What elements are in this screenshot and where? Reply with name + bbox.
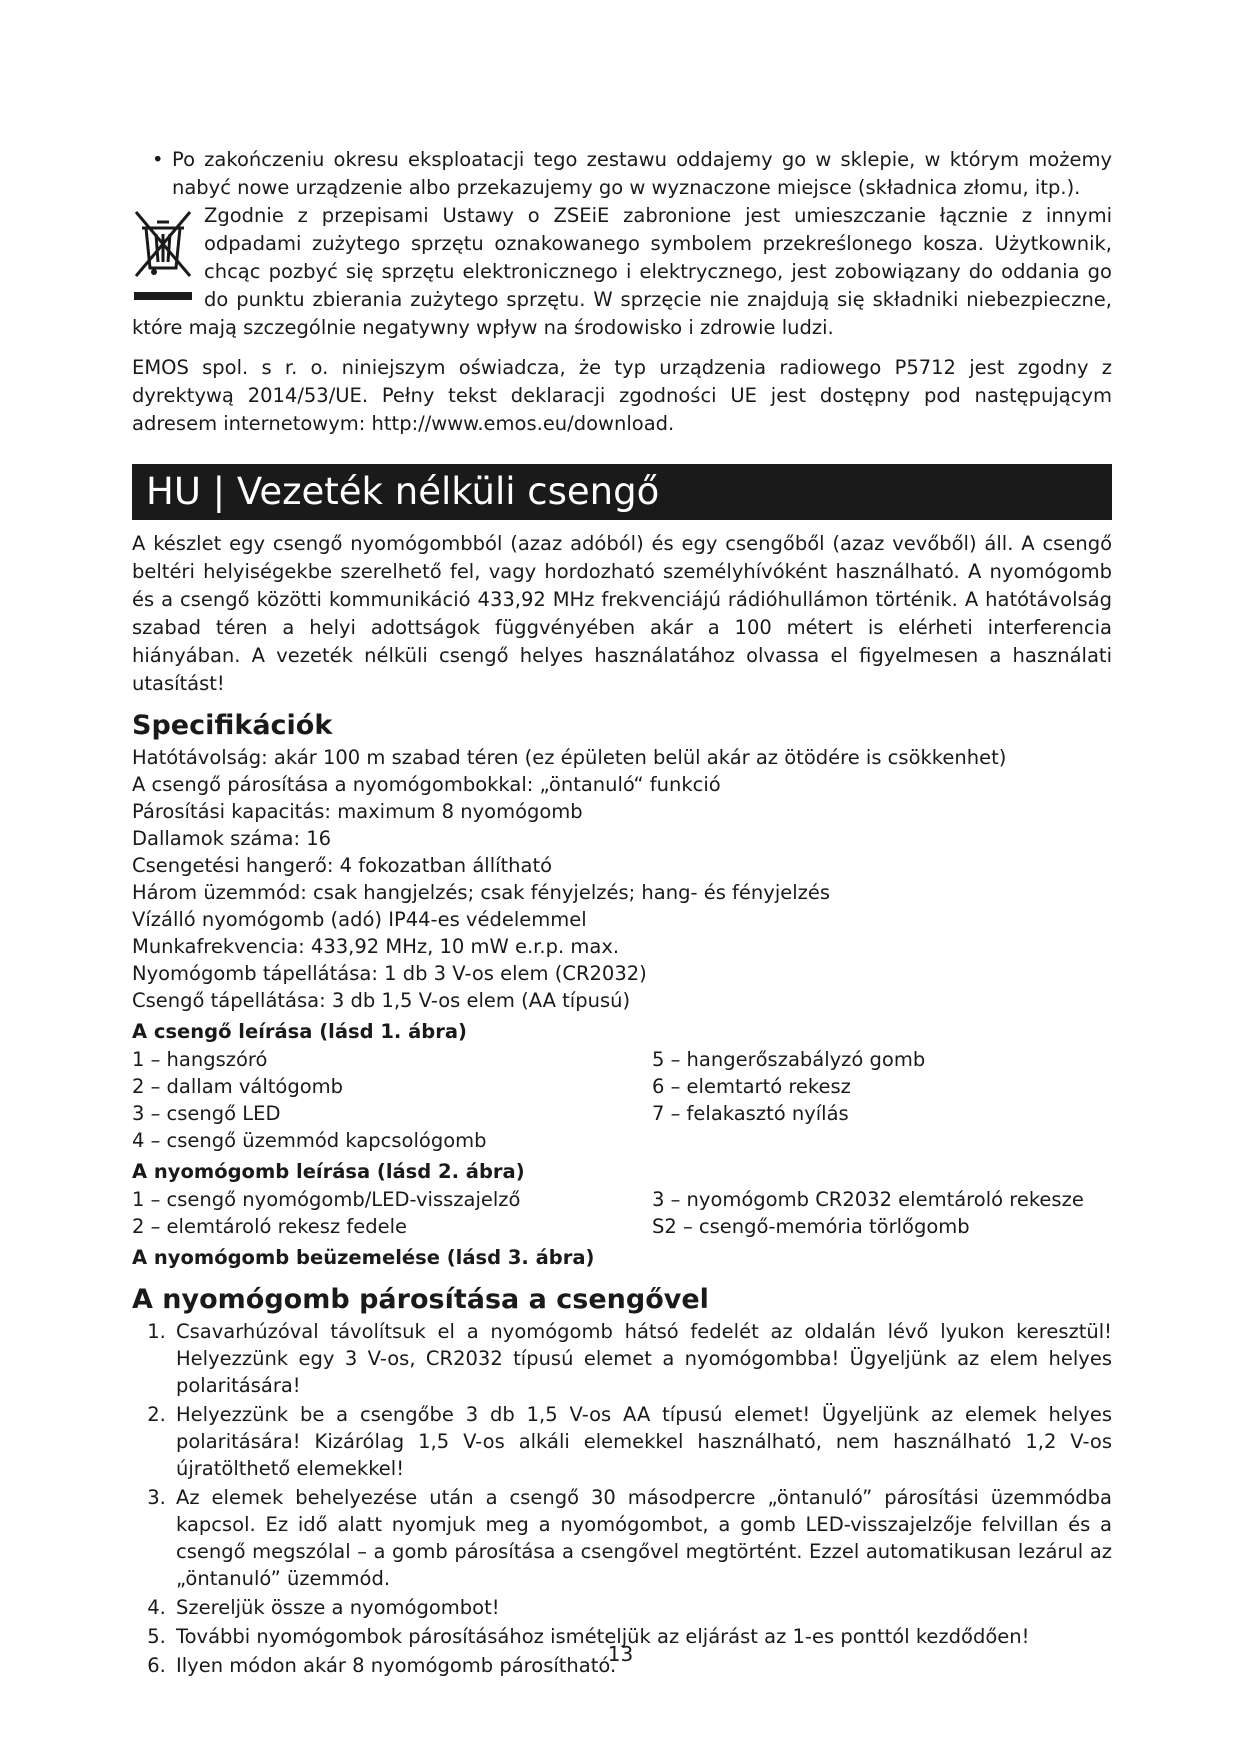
pairing-step: 4. Szereljük össze a nyomógombot! [172,1594,1112,1621]
bell-part: 5 – hangerőszabályzó gomb [652,1048,926,1071]
button-parts-list [132,1186,1112,1240]
pairing-step: 2. Helyezzünk be a csengőbe 3 db 1,5 V-os AA típusú elemet! Ügyeljünk az elemek helyes polaritására! Kizárólag 1,5 V-os alkáli elemekkel használható, nem használható 1,2 V-os újratölthető elemekkel! [172,1401,1112,1482]
disposal-text: Po zakończeniu okresu eksploatacji tego zestawu oddajemy go w sklepie, w którym możemy nabyć nowe urządzenie albo przekazujemy go w wyznaczone miejsce (składnica złomu, itp.). [172,148,1112,199]
disposal-bullet [132,146,1112,202]
pairing-step: 6. Ilyen módon akár 8 nyomógomb párosítható. [172,1652,1112,1679]
spec-item: Csengetési hangerő: 4 fokozatban állítható [132,854,553,877]
page-number: 13 [607,1642,634,1666]
pairing-step: 5. További nyomógombok párosításához ismételjük az eljárást az 1-es ponttól kezdődően! [172,1623,1112,1650]
bell-parts-list [132,1046,1112,1154]
section-title-bar: HU | Vezeték nélküli csengő [132,464,1112,520]
bell-part: 7 – felakasztó nyílás [652,1102,849,1125]
spec-item: Párosítási kapacitás: maximum 8 nyomógomb [132,800,583,823]
spec-item: A csengő párosítása a nyomógombokkal: „öntanuló“ funkció [132,773,721,796]
spec-item: Munkafrekvencia: 433,92 MHz, 10 mW e.r.p. max. [132,935,620,958]
spec-item: Három üzemmód: csak hangjelzés; csak fényjelzés; hang- és fényjelzés [132,881,831,904]
setup-title: A nyomógomb beüzemelése (lásd 3. ábra) [132,1246,595,1269]
spec-list [132,744,1112,1014]
bell-part: 3 – csengő LED [132,1102,281,1125]
button-part: S2 – csengő-memória törlőgomb [652,1215,970,1238]
page-content [132,146,1112,1681]
weee-paragraph [132,202,1112,342]
spec-item: Dallamok száma: 16 [132,827,332,850]
spec-item: Vízálló nyomógomb (adó) IP44-es védelemmel [132,908,587,931]
bell-part [652,1127,1112,1154]
declaration-text: EMOS spol. s r. o. niniejszym oświadcza, że typ urządzenia radiowego P5712 jest zgodny z dyrektywą 2014/53/UE. Pełny tekst deklaracji zgodności UE jest dostępny pod następującym adresem internetowym: http://www.emos.eu/download. [132,356,1112,435]
bell-description-title: A csengő leírása (lásd 1. ábra) [132,1020,467,1043]
spec-item: Nyomógomb tápellátása: 1 db 3 V-os elem (CR2032) [132,962,647,985]
bullet-dot: • [152,148,164,171]
pairing-steps [132,1318,1112,1679]
button-part: 2 – elemtároló rekesz fedele [132,1215,408,1238]
spec-heading: Specifikációk [132,710,333,741]
button-part: 3 – nyomógomb CR2032 elemtároló rekesze [652,1188,1084,1211]
pairing-heading: A nyomógomb párosítása a csengővel [132,1284,709,1315]
pairing-step: 1. Csavarhúzóval távolítsuk el a nyomógomb hátsó fedelét az oldalán lévő lyukon keresztül! Helyezzünk egy 3 V-os, CR2032 típusú elemet a nyomógombba! Ügyeljünk az elem helyes polaritására! [172,1318,1112,1399]
bell-part: 1 – hangszóró [132,1048,268,1071]
weee-text: Zgodnie z przepisami Ustawy o ZSEiE zabronione jest umieszczanie łącznie z innymi odpadami zużytego sprzętu oznakowanego symbolem przekreślonego kosza. Użytkownik, chcąc pozbyć się sprzętu elektronicznego i elektrycznego, jest zobowiązany do oddania go do punktu zbierania zużytego sprzętu. W sprzęcie nie znajdują się składniki niebezpieczne, które mają szczególnie negatywny wpływ na środowisko i zdrowie ludzi. [132,204,1112,339]
button-description-title: A nyomógomb leírása (lásd 2. ábra) [132,1160,525,1183]
crossed-bin-icon [132,206,194,312]
bell-part: 4 – csengő üzemmód kapcsológomb [132,1129,487,1152]
intro-text: A készlet egy csengő nyomógombból (azaz adóból) és egy csengőből (azaz vevőből) áll. A csengő beltéri helyiségekbe szerelhető fel, vagy hordozható személyhívóként használható. A nyomógomb és a csengő közötti kommunikáció 433,92 MHz frekvenciájú rádióhullámon történik. A hatótávolság szabad téren a helyi adottságok függvényében akár a 100 métert is elérheti interferencia hiányában. A vezeték nélküli csengő helyes használatához olvassa el figyelmesen a használati utasítást! [132,532,1112,695]
button-part: 1 – csengő nyomógomb/LED-visszajelző [132,1188,521,1211]
spec-item: Hatótávolság: akár 100 m szabad téren (ez épületen belül akár az ötödére is csökkenhet) [132,746,1007,769]
pairing-step: 3. Az elemek behelyezése után a csengő 30 másodpercre „öntanuló” párosítási üzemmódba kapcsol. Ez idő alatt nyomjuk meg a nyomógombot, a gomb LED-visszajelzője felvillan és a csengő megszólal – a gomb párosítása a csengővel megtörtént. Ezzel automatikusan lezárul az „öntanuló” üzemmód. [172,1484,1112,1592]
bell-part: 6 – elemtartó rekesz [652,1075,851,1098]
bell-part: 2 – dallam váltógomb [132,1075,344,1098]
spec-item: Csengő tápellátása: 3 db 1,5 V-os elem (AA típusú) [132,989,631,1012]
